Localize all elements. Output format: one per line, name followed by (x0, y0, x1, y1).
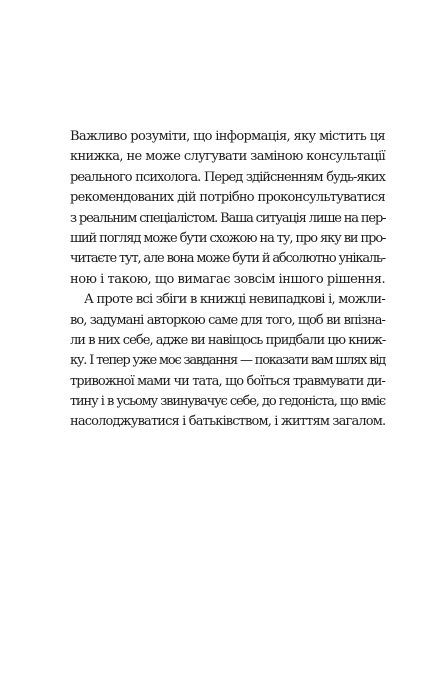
paragraph-coincidences (70, 290, 385, 433)
text-line: насолоджуватися і батьківством, і життям загалом. (70, 414, 386, 430)
paragraph-disclaimer (70, 127, 385, 290)
text-line: во, задумані авторкою саме для того, щоб ви впізна- (70, 312, 385, 328)
text-line: ли в них себе, адже ви навіщось придбали цю книж- (70, 332, 386, 348)
text-line: читаєте тут, але вона може бути й абсолютно унікаль- (70, 251, 385, 267)
text-line: А проте всі збіги в книжці невипадкові і, можли- (84, 292, 385, 308)
text-line: тину і в усьому звинувачує себе, до гедоніста, що вміє (70, 394, 385, 410)
text-line: ший погляд може бути схожою на ту, про яку ви про- (70, 230, 386, 246)
text-line: тривожної мами чи тата, що боїться травмувати ди- (70, 373, 385, 389)
text-line: ною і такою, що вимагає зовсім іншого рішення. (70, 271, 386, 287)
body-text (70, 127, 385, 433)
text-line: реального психолога. Перед здійсненням будь-яких (70, 169, 385, 185)
text-line: книжка, не може слугувати заміною консультації (70, 149, 385, 165)
text-line: з реальним спеціалістом. Ваша ситуація лише на пер- (70, 210, 386, 226)
text-line: ку. І тепер уже моє завдання — показати вам шлях від (70, 353, 385, 369)
text-line: рекомендованих дій потрібно проконсультуватися (70, 190, 385, 206)
text-line: Важливо розуміти, що інформація, яку містить ця (70, 129, 385, 144)
